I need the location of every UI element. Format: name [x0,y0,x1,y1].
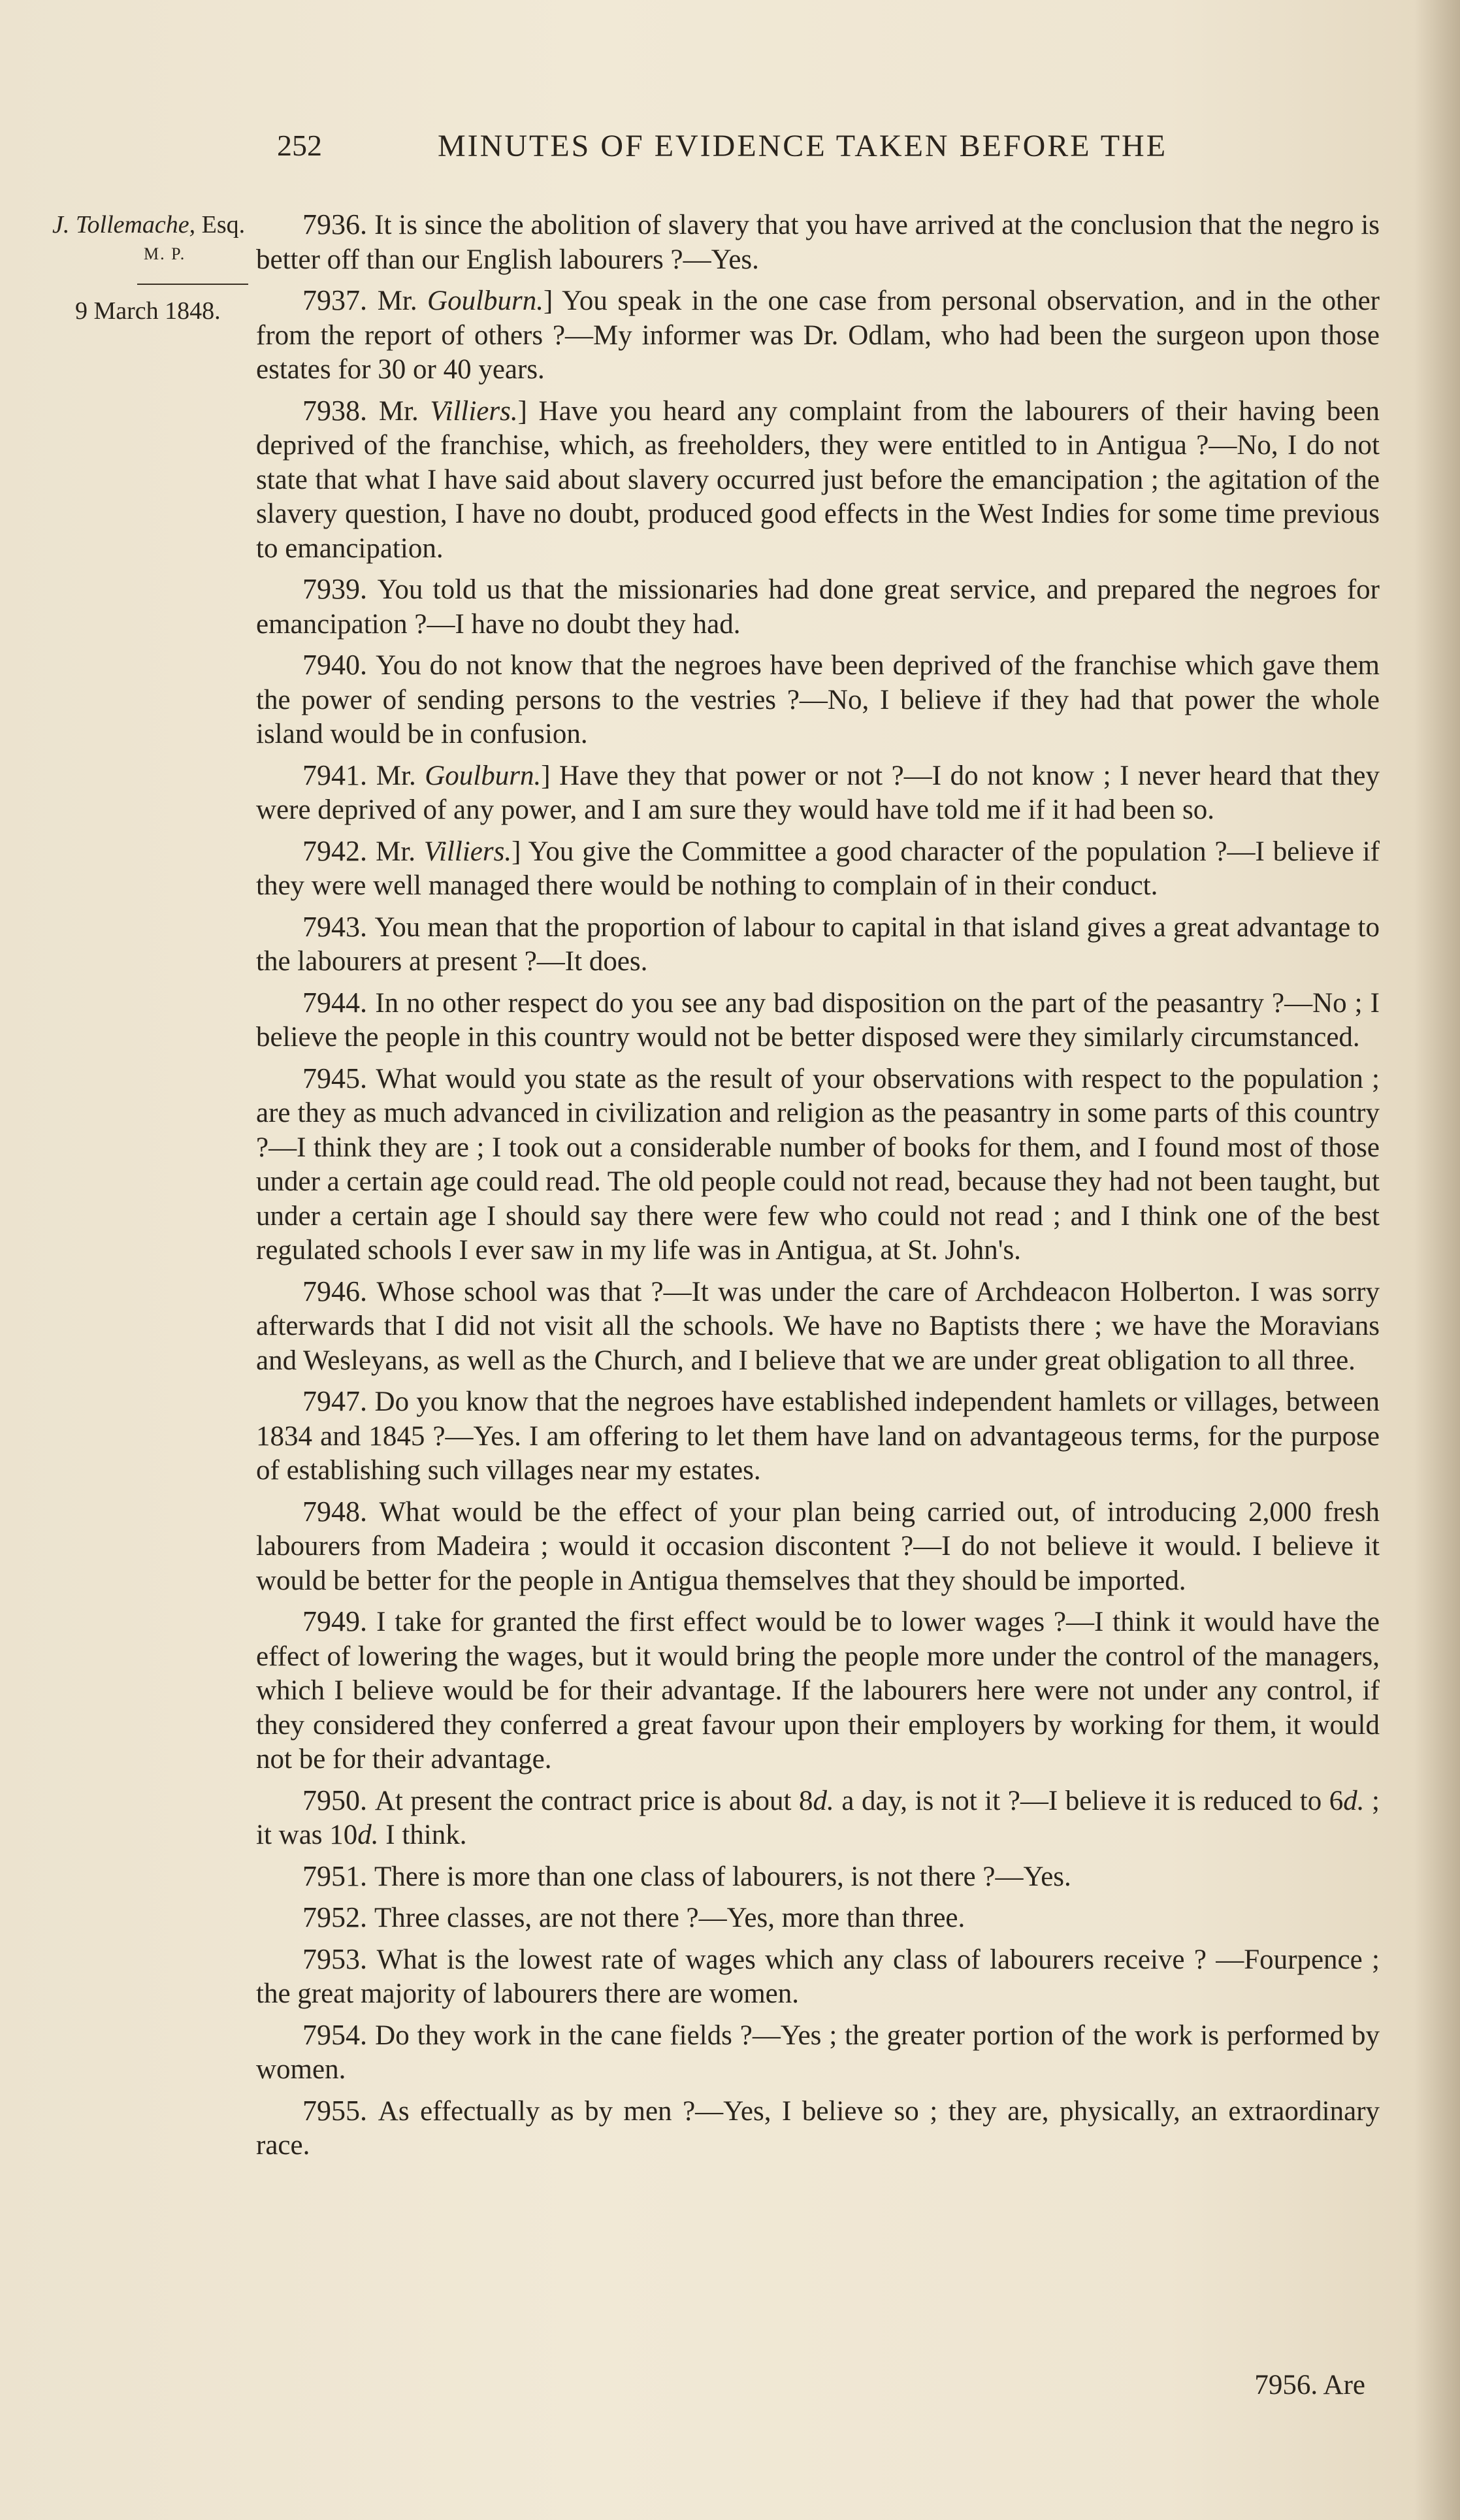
question-number: 7940. [302,649,376,681]
question-7948: 7948. What would be the effect of your plan being carried out, of introducing 2,000 fresh labourers from Madeira ; would it occasion discontent ?—I do not believe it would. I believe it would be better for the people in Antigua themselves that they should be imported. [256,1495,1380,1596]
question-7944: 7944. In no other respect do you see any bad disposition on the part of the peasantry ?—No ; I believe the people in this country would not be better disposed were they similarly circumstanced. [256,986,1380,1053]
question-number: 7942. [302,834,376,867]
question-7949: 7949. I take for granted the first effect would be to lower wages ?—I think it would have the effect of lowering the wages, but it would bring the people more under the control of the managers, which I believe would be for their advantage. If the labourers here were not under any control, if they considered they conferred a great favour upon their employers by working for them, it would not be for their advantage. [256,1605,1380,1775]
italic-text: d. [1343,1785,1365,1816]
question-number: 7948. [302,1495,380,1528]
question-7942: 7942. Mr. Villiers.] You give the Committee a good character of the population ?—I believe if they were well managed there would be nothing to complain of in their conduct. [256,834,1380,901]
italic-text: d. [357,1820,379,1850]
question-7941: 7941. Mr. Goulburn.] Have they that power or not ?—I do not know ; I never heard that they were deprived of any power, and I am sure they would have told me if it had been so. [256,759,1380,825]
question-7937: 7937. Mr. Goulburn.] You speak in the one case from personal observation, and in the other from the report of others ?—My informer was Dr. Odlam, who had been the surgeon upon those estates for 30 or 40 years. [256,284,1380,385]
italic-text: Villiers. [430,395,518,427]
italic-text: d. [813,1785,834,1816]
question-7938: 7938. Mr. Villiers.] Have you heard any complaint from the labourers of their having been deprived of the franchise, which, as freeholders, they were entitled to in Antigua ?—No, I do not state that what I have said about slavery occurred just before the emancipation ; the agitation of the slavery question, I have no doubt, produced good effects in the West Indies for some time previous to emancipation. [256,394,1380,564]
question-number: 7950. [302,1784,375,1816]
witness-title: M. P. [144,244,186,263]
page-edge-shadow [1414,0,1460,2520]
question-number: 7947. [302,1385,375,1417]
question-number: 7955. [302,2094,378,2127]
evidence-body [256,208,1380,2170]
question-number: 7953. [302,1942,377,1975]
question-7936: 7936. It is since the abolition of slavery that you have arrived at the conclusion that the negro is better off than our English labourers ?—Yes. [256,208,1380,275]
question-7946: 7946. Whose school was that ?—It was under the care of Archdeacon Holberton. I was sorry afterwards that I did not visit all the schools. We have no Baptists there ; we have the Moravians and Wesleyans, as well as the Church, and I believe that we are under great obligation to all three. [256,1275,1380,1376]
witness-name: J. Tollemache, Esq. [52,211,246,238]
page-header [274,128,1254,180]
question-7940: 7940. You do not know that the negroes have been deprived of the franchise which gave them the power of sending persons to the vestries ?—No, I believe if they had that power the whole island would be in confusion. [256,649,1380,749]
question-7954: 7954. Do they work in the cane fields ?—Yes ; the greater portion of the work is performed by women. [256,2018,1380,2085]
page-number: 252 [277,129,322,162]
question-number: 7938. [302,394,379,427]
question-number: 7941. [302,759,376,791]
question-number: 7952. [302,1901,374,1933]
question-7951: 7951. There is more than one class of labourers, is not there ?—Yes. [302,1859,1071,1892]
question-7943: 7943. You mean that the proportion of labour to capital in that island gives a great advantage to the labourers at present ?—It does. [256,910,1380,977]
question-number: 7939. [302,573,378,605]
catchword: 7956. Are [1254,2370,1365,2400]
question-7945: 7945. What would you state as the result of your observations with respect to the population ; are they as much advanced in civilization and religion as the peasantry in some parts of this country ?—I think they are ; I took out a considerable number of books for them, and I found most of those under a certain age could read. The old people could not read, because they had not been taught, but under a certain age I should say there were few who could not read ; and I think one of the best regulated schools I ever saw in my life was in Antigua, at St. John's. [256,1062,1380,1266]
italic-text: Villiers. [423,836,512,867]
question-number: 7945. [302,1062,376,1094]
question-7939: 7939. You told us that the missionaries had done great service, and prepared the negroes for emancipation ?—I have no doubt they had. [256,573,1380,640]
question-7955: 7955. As effectually as by men ?—Yes, I believe so ; they are, physically, an extraordinary race. [256,2094,1380,2161]
question-number: 7946. [302,1275,377,1307]
question-number: 7949. [302,1605,377,1637]
question-number: 7954. [302,2018,376,2051]
question-7953: 7953. What is the lowest rate of wages which any class of labourers receive ? —Fourpence ; the great majority of labourers there are women. [256,1942,1380,2009]
evidence-date: 9 March 1848. [75,297,221,325]
question-number: 7936. [302,208,375,240]
question-7952: 7952. Three classes, are not there ?—Yes, more than three. [302,1901,965,1933]
question-7950: 7950. At present the contract price is about 8d. a day, is not it ?—I believe it is reduced to 6d. ; it was 10d. I think. [256,1784,1380,1850]
italic-text: Goulburn. [427,286,544,316]
italic-text: Goulburn. [425,760,542,791]
question-number: 7937. [302,284,378,316]
margin-divider [137,284,248,285]
question-number: 7944. [302,986,376,1019]
question-7947: 7947. Do you know that the negroes have established independent hamlets or villages, between 1834 and 1845 ?—Yes. I am offering to let them have land on advantageous terms, for the purpose of establishing such villages near my estates. [256,1385,1380,1486]
question-number: 7943. [302,910,375,943]
question-number: 7951. [302,1859,374,1892]
running-title: MINUTES OF EVIDENCE TAKEN BEFORE THE [438,129,1168,163]
